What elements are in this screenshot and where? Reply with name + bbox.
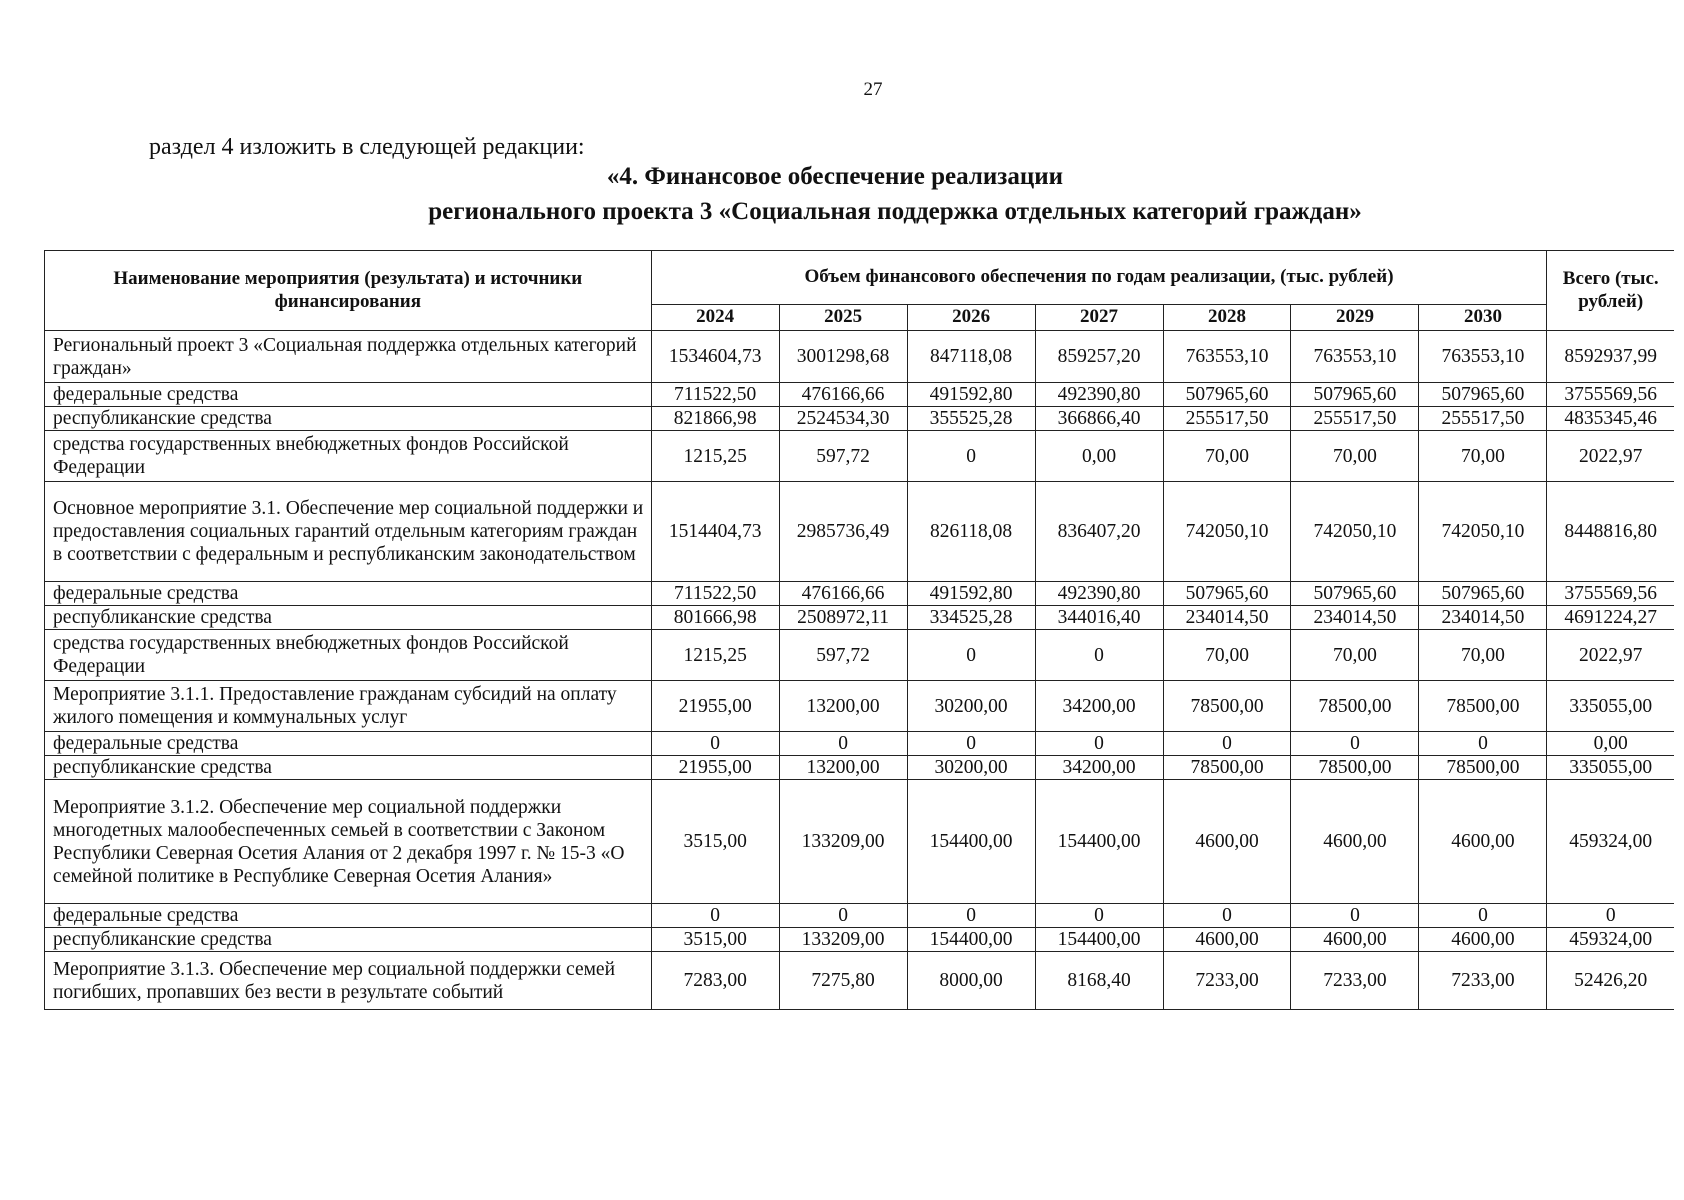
row-value-cell: 597,72 [779, 431, 907, 482]
row-value-cell: 1514404,73 [651, 482, 779, 582]
row-value-cell: 0 [651, 732, 779, 756]
row-value-cell: 70,00 [1163, 431, 1291, 482]
row-value-cell: 255517,50 [1419, 407, 1547, 431]
row-value-cell: 1534604,73 [651, 331, 779, 383]
row-value-cell: 8000,00 [907, 952, 1035, 1010]
row-value-cell: 154400,00 [1035, 928, 1163, 952]
row-value-cell: 742050,10 [1291, 482, 1419, 582]
row-value-cell: 0 [1035, 904, 1163, 928]
row-value-cell: 70,00 [1163, 630, 1291, 681]
header-year: 2027 [1035, 305, 1163, 331]
row-total-cell: 459324,00 [1547, 928, 1674, 952]
row-value-cell: 7233,00 [1163, 952, 1291, 1010]
row-value-cell: 7275,80 [779, 952, 907, 1010]
row-value-cell: 30200,00 [907, 681, 1035, 732]
row-value-cell: 0 [779, 904, 907, 928]
row-value-cell: 0 [907, 732, 1035, 756]
row-name-cell: федеральные средства [45, 732, 652, 756]
row-value-cell: 234014,50 [1291, 606, 1419, 630]
section-heading-line-1: «4. Финансовое обеспечение реализации [606, 163, 1064, 190]
row-total-cell: 335055,00 [1547, 756, 1674, 780]
row-value-cell: 255517,50 [1163, 407, 1291, 431]
header-total-column: Всего (тыс. рублей) [1547, 251, 1674, 331]
row-total-cell: 3755569,56 [1547, 582, 1674, 606]
row-value-cell: 78500,00 [1163, 681, 1291, 732]
row-value-cell: 826118,08 [907, 482, 1035, 582]
row-value-cell: 78500,00 [1419, 756, 1547, 780]
table-row [45, 431, 1675, 482]
row-value-cell: 78500,00 [1419, 681, 1547, 732]
row-value-cell: 2985736,49 [779, 482, 907, 582]
row-value-cell: 492390,80 [1035, 383, 1163, 407]
row-value-cell: 0 [907, 630, 1035, 681]
row-total-cell: 2022,97 [1547, 431, 1674, 482]
row-value-cell: 763553,10 [1163, 331, 1291, 383]
section-heading-line-2: регионального проекта 3 «Социальная поддержка отдельных категорий граждан» [428, 198, 1362, 225]
table-header-row [45, 251, 1675, 305]
row-value-cell: 742050,10 [1163, 482, 1291, 582]
row-name-cell: республиканские средства [45, 606, 652, 630]
table-row [45, 928, 1675, 952]
header-year: 2024 [651, 305, 779, 331]
row-value-cell: 133209,00 [779, 780, 907, 904]
table-row [45, 582, 1675, 606]
row-total-cell: 8448816,80 [1547, 482, 1674, 582]
row-value-cell: 0 [907, 431, 1035, 482]
row-value-cell: 1215,25 [651, 630, 779, 681]
row-value-cell: 711522,50 [651, 383, 779, 407]
row-value-cell: 366866,40 [1035, 407, 1163, 431]
row-value-cell: 1215,25 [651, 431, 779, 482]
row-value-cell: 491592,80 [907, 383, 1035, 407]
row-value-cell: 492390,80 [1035, 582, 1163, 606]
row-value-cell: 597,72 [779, 630, 907, 681]
row-name-cell: Мероприятие 3.1.1. Предоставление гражданам субсидий на оплату жилого помещения и коммунальных услуг [45, 681, 652, 732]
row-value-cell: 70,00 [1419, 630, 1547, 681]
row-value-cell: 4600,00 [1163, 780, 1291, 904]
row-value-cell: 4600,00 [1163, 928, 1291, 952]
row-total-cell: 2022,97 [1547, 630, 1674, 681]
row-name-cell: республиканские средства [45, 407, 652, 431]
row-value-cell: 21955,00 [651, 756, 779, 780]
row-value-cell: 0,00 [1035, 431, 1163, 482]
row-name-cell: Основное мероприятие 3.1. Обеспечение мер социальной поддержки и предоставления социальных гарантий отдельным категориям граждан в соответствии с федеральным и республиканским законодательством [45, 482, 652, 582]
table-row [45, 952, 1675, 1010]
row-value-cell: 836407,20 [1035, 482, 1163, 582]
row-value-cell: 0 [1419, 904, 1547, 928]
table-row [45, 681, 1675, 732]
row-value-cell: 234014,50 [1163, 606, 1291, 630]
row-name-cell: средства государственных внебюджетных фондов Российской Федерации [45, 431, 652, 482]
row-value-cell: 355525,28 [907, 407, 1035, 431]
row-name-cell: Региональный проект 3 «Социальная поддержка отдельных категорий граждан» [45, 331, 652, 383]
row-value-cell: 70,00 [1419, 431, 1547, 482]
row-name-cell: республиканские средства [45, 756, 652, 780]
header-year: 2026 [907, 305, 1035, 331]
row-value-cell: 78500,00 [1291, 681, 1419, 732]
row-value-cell: 0 [1291, 732, 1419, 756]
row-value-cell: 763553,10 [1419, 331, 1547, 383]
row-name-cell: Мероприятие 3.1.2. Обеспечение мер социальной поддержки многодетных малообеспеченных семьей в соответствии с Законом Республики Северная Осетия Алания от 2 декабря 1997 г. № 15-3 «О семейной политике в Республике Северная Осетия Алания» [45, 780, 652, 904]
row-name-cell: средства государственных внебюджетных фондов Российской Федерации [45, 630, 652, 681]
row-name-cell: республиканские средства [45, 928, 652, 952]
table-row [45, 756, 1675, 780]
table-row [45, 904, 1675, 928]
row-value-cell: 507965,60 [1291, 582, 1419, 606]
intro-text: раздел 4 изложить в следующей редакции: [149, 134, 585, 160]
row-value-cell: 0 [1291, 904, 1419, 928]
row-value-cell: 0 [1163, 904, 1291, 928]
row-total-cell: 0,00 [1547, 732, 1674, 756]
row-total-cell: 3755569,56 [1547, 383, 1674, 407]
row-value-cell: 0 [907, 904, 1035, 928]
row-value-cell: 0 [1163, 732, 1291, 756]
row-value-cell: 507965,60 [1419, 582, 1547, 606]
row-value-cell: 507965,60 [1163, 582, 1291, 606]
header-year: 2029 [1291, 305, 1419, 331]
financing-table [44, 250, 1674, 1010]
row-total-cell: 4835345,46 [1547, 407, 1674, 431]
row-value-cell: 711522,50 [651, 582, 779, 606]
row-value-cell: 507965,60 [1291, 383, 1419, 407]
header-name-column: Наименование мероприятия (результата) и источники финансирования [45, 251, 652, 331]
table-body [45, 331, 1675, 1010]
table-row [45, 407, 1675, 431]
row-value-cell: 255517,50 [1291, 407, 1419, 431]
row-value-cell: 34200,00 [1035, 756, 1163, 780]
page-number: 27 [863, 79, 883, 100]
header-year: 2025 [779, 305, 907, 331]
row-value-cell: 763553,10 [1291, 331, 1419, 383]
row-value-cell: 70,00 [1291, 630, 1419, 681]
row-value-cell: 334525,28 [907, 606, 1035, 630]
row-name-cell: федеральные средства [45, 904, 652, 928]
table-row [45, 606, 1675, 630]
row-value-cell: 7283,00 [651, 952, 779, 1010]
row-total-cell: 4691224,27 [1547, 606, 1674, 630]
row-value-cell: 344016,40 [1035, 606, 1163, 630]
row-value-cell: 2524534,30 [779, 407, 907, 431]
row-total-cell: 52426,20 [1547, 952, 1674, 1010]
row-value-cell: 78500,00 [1163, 756, 1291, 780]
row-value-cell: 0 [1035, 732, 1163, 756]
row-value-cell: 4600,00 [1419, 780, 1547, 904]
row-value-cell: 154400,00 [907, 780, 1035, 904]
row-value-cell: 859257,20 [1035, 331, 1163, 383]
row-total-cell: 459324,00 [1547, 780, 1674, 904]
row-name-cell: федеральные средства [45, 383, 652, 407]
row-total-cell: 335055,00 [1547, 681, 1674, 732]
table-row [45, 331, 1675, 383]
row-value-cell: 821866,98 [651, 407, 779, 431]
row-value-cell: 507965,60 [1163, 383, 1291, 407]
row-value-cell: 3515,00 [651, 928, 779, 952]
row-value-cell: 133209,00 [779, 928, 907, 952]
row-value-cell: 7233,00 [1419, 952, 1547, 1010]
row-name-cell: федеральные средства [45, 582, 652, 606]
row-value-cell: 742050,10 [1419, 482, 1547, 582]
table-row [45, 780, 1675, 904]
row-value-cell: 4600,00 [1291, 780, 1419, 904]
row-value-cell: 234014,50 [1419, 606, 1547, 630]
row-value-cell: 491592,80 [907, 582, 1035, 606]
row-value-cell: 507965,60 [1419, 383, 1547, 407]
row-total-cell: 0 [1547, 904, 1674, 928]
table-row [45, 482, 1675, 582]
row-value-cell: 78500,00 [1291, 756, 1419, 780]
row-value-cell: 21955,00 [651, 681, 779, 732]
row-value-cell: 3515,00 [651, 780, 779, 904]
header-year: 2030 [1419, 305, 1547, 331]
row-value-cell: 70,00 [1291, 431, 1419, 482]
row-value-cell: 3001298,68 [779, 331, 907, 383]
row-value-cell: 34200,00 [1035, 681, 1163, 732]
row-value-cell: 154400,00 [907, 928, 1035, 952]
row-value-cell: 801666,98 [651, 606, 779, 630]
row-value-cell: 847118,08 [907, 331, 1035, 383]
row-value-cell: 13200,00 [779, 756, 907, 780]
row-value-cell: 8168,40 [1035, 952, 1163, 1010]
row-value-cell: 30200,00 [907, 756, 1035, 780]
row-value-cell: 0 [1419, 732, 1547, 756]
row-value-cell: 4600,00 [1419, 928, 1547, 952]
row-value-cell: 0 [779, 732, 907, 756]
row-name-cell: Мероприятие 3.1.3. Обеспечение мер социальной поддержки семей погибших, пропавших без вести в результате событий [45, 952, 652, 1010]
row-total-cell: 8592937,99 [1547, 331, 1674, 383]
row-value-cell: 154400,00 [1035, 780, 1163, 904]
row-value-cell: 4600,00 [1291, 928, 1419, 952]
row-value-cell: 7233,00 [1291, 952, 1419, 1010]
row-value-cell: 476166,66 [779, 582, 907, 606]
header-year: 2028 [1163, 305, 1291, 331]
table-row [45, 630, 1675, 681]
table-row [45, 732, 1675, 756]
header-volume-column: Объем финансового обеспечения по годам реализации, (тыс. рублей) [651, 251, 1547, 305]
table-row [45, 383, 1675, 407]
row-value-cell: 0 [651, 904, 779, 928]
row-value-cell: 0 [1035, 630, 1163, 681]
row-value-cell: 13200,00 [779, 681, 907, 732]
row-value-cell: 2508972,11 [779, 606, 907, 630]
row-value-cell: 476166,66 [779, 383, 907, 407]
